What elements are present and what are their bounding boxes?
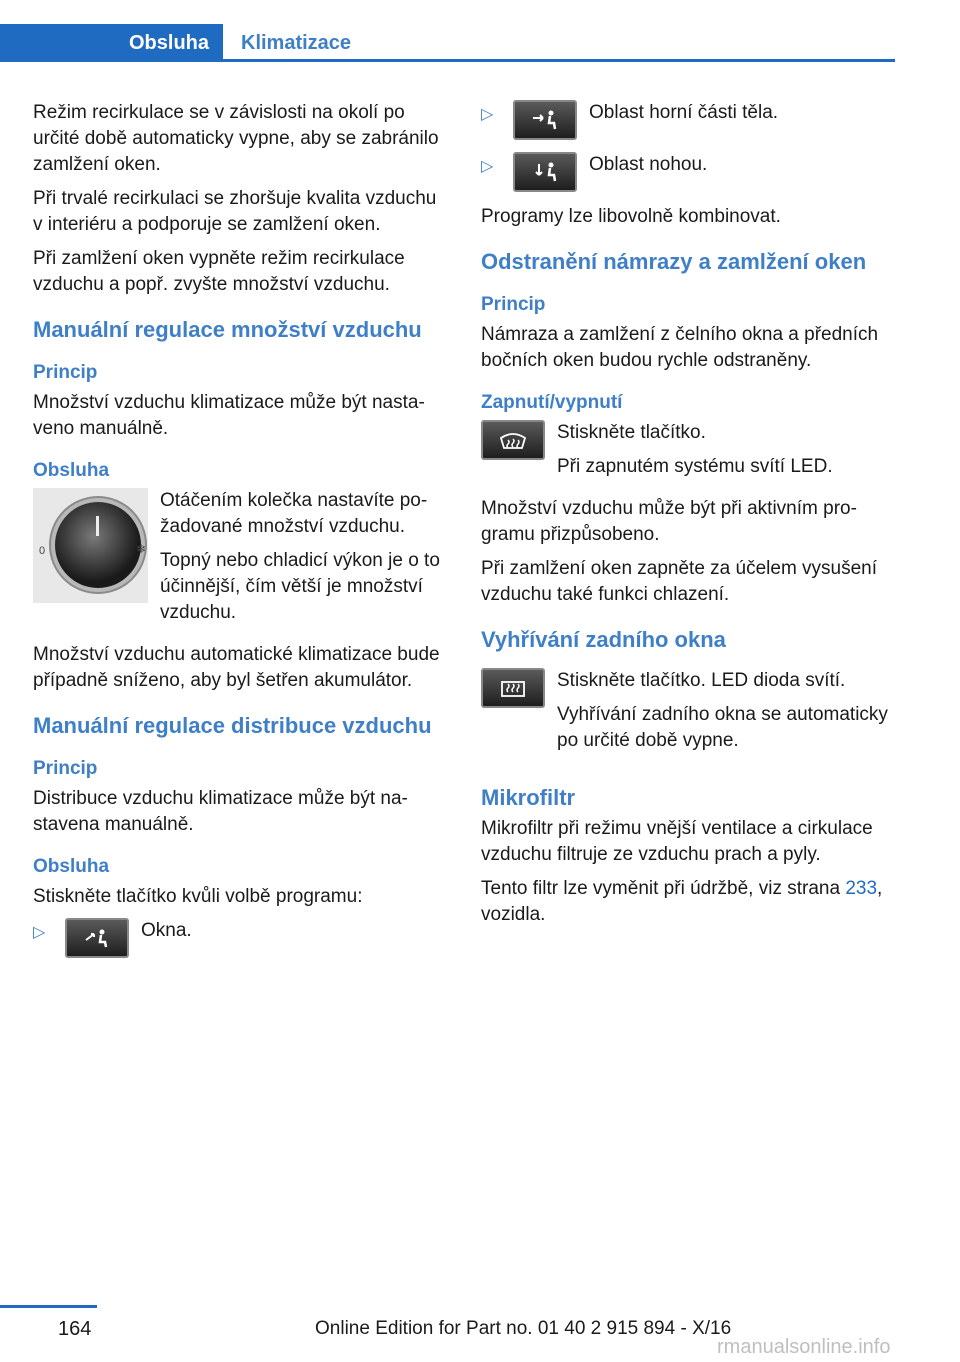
paragraph: Při trvalé recirkulaci se zhoršuje kvalita vzduchu v interiéru a podporuje se zamlžení oken. xyxy=(33,188,437,235)
footer-rule xyxy=(0,1305,97,1308)
knob-figure-row xyxy=(33,488,445,634)
section-heading: Mikrofiltr xyxy=(481,785,576,810)
paragraph: Při zapnutém systému svítí LED. xyxy=(557,456,833,477)
paragraph: Mikrofiltr při režimu vnější ventilace a cirkulace vzduchu filtruje ze vzduchu prach a pyly. xyxy=(481,818,873,865)
bullet-triangle-icon: ▷ xyxy=(33,924,46,941)
upper-body-airflow-button-icon xyxy=(513,100,577,140)
paragraph: Distribuce vzduchu klimatizace může být nastavena manuálně. xyxy=(33,788,408,835)
paragraph: Při zamlžení oken zapněte za účelem vysušení vzduchu také funkci chlazení. xyxy=(481,558,878,605)
paragraph-text: Tento filtr lze vyměnit při údržbě, viz strana xyxy=(481,878,846,899)
right-column xyxy=(481,100,896,936)
paragraph: Programy lze libovolně kombinovat. xyxy=(481,206,781,227)
header-bar xyxy=(0,24,895,62)
knob-ring xyxy=(55,502,141,588)
page-number: 164 xyxy=(58,1318,92,1340)
section-heading: Manuální regulace distribuce vzduchu xyxy=(33,713,432,738)
rear-window-defrost-button-icon xyxy=(481,668,545,708)
subheading: Obsluha xyxy=(33,460,110,481)
subheading: Princip xyxy=(481,294,546,315)
windshield-airflow-button-icon xyxy=(65,918,129,958)
subheading: Princip xyxy=(33,362,98,383)
section-heading: Odstranění námrazy a zamlžení oken xyxy=(481,249,867,274)
paragraph: Při zamlžení oken vypněte režim recirkulace vzduchu a popř. zvyšte množství vzduchu. xyxy=(33,248,405,295)
paragraph: Námraza a zamlžení z čelního okna a předních bočních oken budou rychle odstraněny. xyxy=(481,324,879,371)
paragraph: Topný nebo chladicí výkon je o to účinnější, čím větší je množství vzduchu. xyxy=(160,550,440,623)
section-heading: Manuální regulace množství vzduchu xyxy=(33,317,422,342)
paragraph: Stiskněte tlačítko kvůli volbě programu: xyxy=(33,886,363,907)
tab-klimatizace[interactable]: Klimatizace xyxy=(241,32,352,54)
left-column xyxy=(33,100,445,970)
paragraph: Otáčením kolečka nastavíte požadované množství vzduchu. xyxy=(160,490,428,537)
paragraph: Množství vzduchu klimatizace může být nastaveno manuálně. xyxy=(33,392,425,439)
paragraph-with-link xyxy=(481,876,896,928)
defrost-figure-row xyxy=(481,420,896,488)
list-item xyxy=(33,918,445,958)
bullet-triangle-icon: ▷ xyxy=(481,158,494,175)
footwell-airflow-button-icon xyxy=(513,152,577,192)
list-item xyxy=(481,152,896,192)
paragraph: Stiskněte tlačítko. xyxy=(557,422,706,443)
edition-text: Online Edition for Part no. 01 40 2 915 894 - X/16 xyxy=(315,1318,732,1339)
windshield-defrost-button-icon xyxy=(481,420,545,460)
watermark: rmanualsonline.info xyxy=(717,1336,891,1358)
bullet-triangle-icon: ▷ xyxy=(481,106,494,123)
knob-description xyxy=(160,488,445,634)
paragraph: Vyhřívání zadního okna se automaticky po určité době vypne. xyxy=(557,704,888,751)
subheading: Princip xyxy=(33,758,98,779)
bullet-label: Oblast horní části těla. xyxy=(589,102,779,123)
tab-obsluha-label: Obsluha xyxy=(128,32,209,54)
fan-icon: ❄ xyxy=(135,542,146,556)
subheading: Obsluha xyxy=(33,856,110,877)
list-item xyxy=(481,100,896,140)
section-heading: Vyhřívání zadního okna xyxy=(481,627,726,652)
paragraph: Množství vzduchu může být při aktivním programu přizpůsobeno. xyxy=(481,498,857,545)
bullet-label: Okna. xyxy=(141,920,192,941)
header-rule xyxy=(223,59,895,62)
tab-obsluha[interactable] xyxy=(0,24,223,62)
rear-window-figure-row xyxy=(481,668,896,762)
rear-window-description xyxy=(557,668,896,762)
subheading: Zapnutí/vypnutí xyxy=(481,392,623,413)
air-amount-knob-image xyxy=(33,488,148,603)
paragraph: Stiskněte tlačítko. LED dioda svítí. xyxy=(557,670,846,691)
paragraph: Množství vzduchu automatické klimatizace bude případně sníženo, aby byl šetřen akumulátor. xyxy=(33,644,440,691)
page-link[interactable]: 233 xyxy=(845,878,878,899)
knob-indicator xyxy=(96,516,99,536)
paragraph-text: , vozidla. xyxy=(481,878,883,925)
paragraph: Režim recirkulace se v závislosti na okolí po určité době automaticky vypne, aby se zabránilo zamlžení oken. xyxy=(33,102,439,175)
bullet-label: Oblast nohou. xyxy=(589,154,708,175)
defrost-description xyxy=(557,420,896,488)
knob-zero-label: 0 xyxy=(39,545,46,557)
